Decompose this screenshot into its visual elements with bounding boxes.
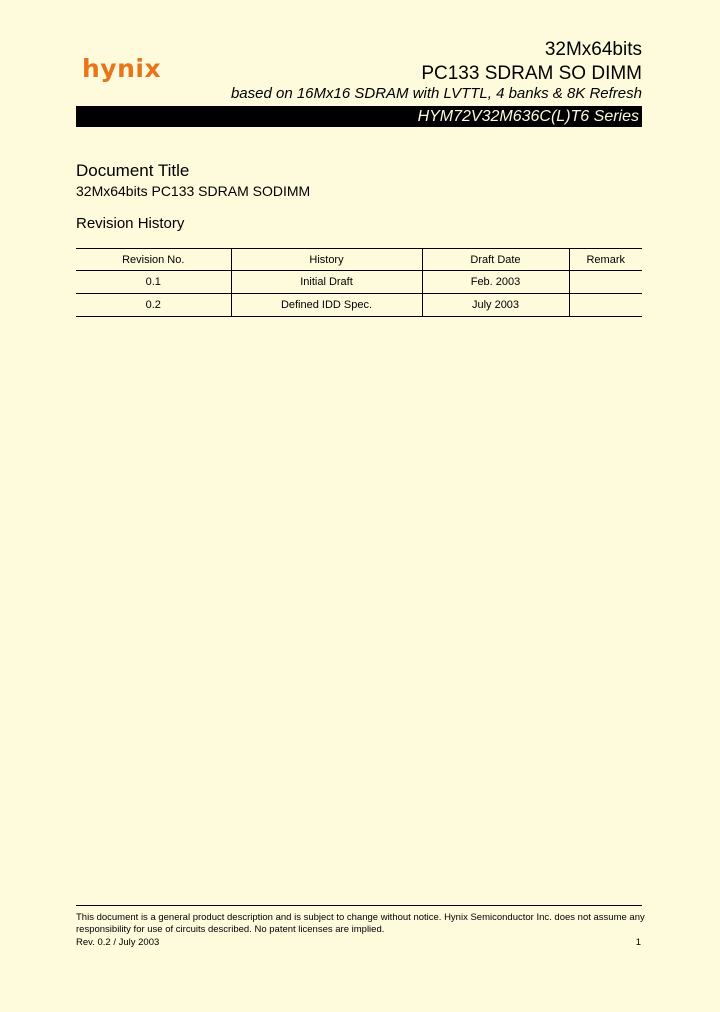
cell-remark: [569, 294, 642, 317]
cell-remark: [569, 271, 642, 294]
cell-history: Initial Draft: [231, 271, 422, 294]
document-title-value: 32Mx64bits PC133 SDRAM SODIMM: [76, 183, 311, 199]
revision-history-table: [76, 248, 642, 317]
document-title-heading: Document Title: [76, 161, 190, 180]
cell-revision: 0.2: [76, 294, 231, 317]
hynix-logo: hynix: [82, 54, 162, 83]
header-subtitle: based on 16Mx16 SDRAM with LVTTL, 4 banks & 8K Refresh: [230, 85, 642, 102]
column-header-revision: Revision No.: [76, 249, 231, 271]
page-number: 1: [635, 937, 641, 948]
header-module-type: PC133 SDRAM SO DIMM: [421, 63, 642, 84]
column-header-draft-date: Draft Date: [422, 249, 569, 271]
cell-draft-date: Feb. 2003: [422, 271, 569, 294]
header-density: 32Mx64bits: [544, 39, 642, 60]
cell-history: Defined IDD Spec.: [231, 294, 422, 317]
cell-revision: 0.1: [76, 271, 231, 294]
column-header-history: History: [231, 249, 422, 271]
series-banner: [76, 106, 642, 127]
table-row: [76, 271, 642, 294]
table-row: [76, 294, 642, 317]
cell-draft-date: July 2003: [422, 294, 569, 317]
table-header-row: [76, 249, 642, 271]
revision-history-heading: Revision History: [76, 215, 185, 232]
column-header-remark: Remark: [569, 249, 642, 271]
footer-disclaimer: This document is a general product description and is subject to change without notice. Hynix Semiconductor Inc. does not assume any responsibility for use of circuits described. No patent licenses are implied.: [76, 912, 645, 935]
series-name: HYM72V32M636C(L)T6 Series: [417, 108, 639, 125]
footer-revision: Rev. 0.2 / July 2003: [76, 937, 160, 948]
footer-divider: [76, 905, 642, 906]
